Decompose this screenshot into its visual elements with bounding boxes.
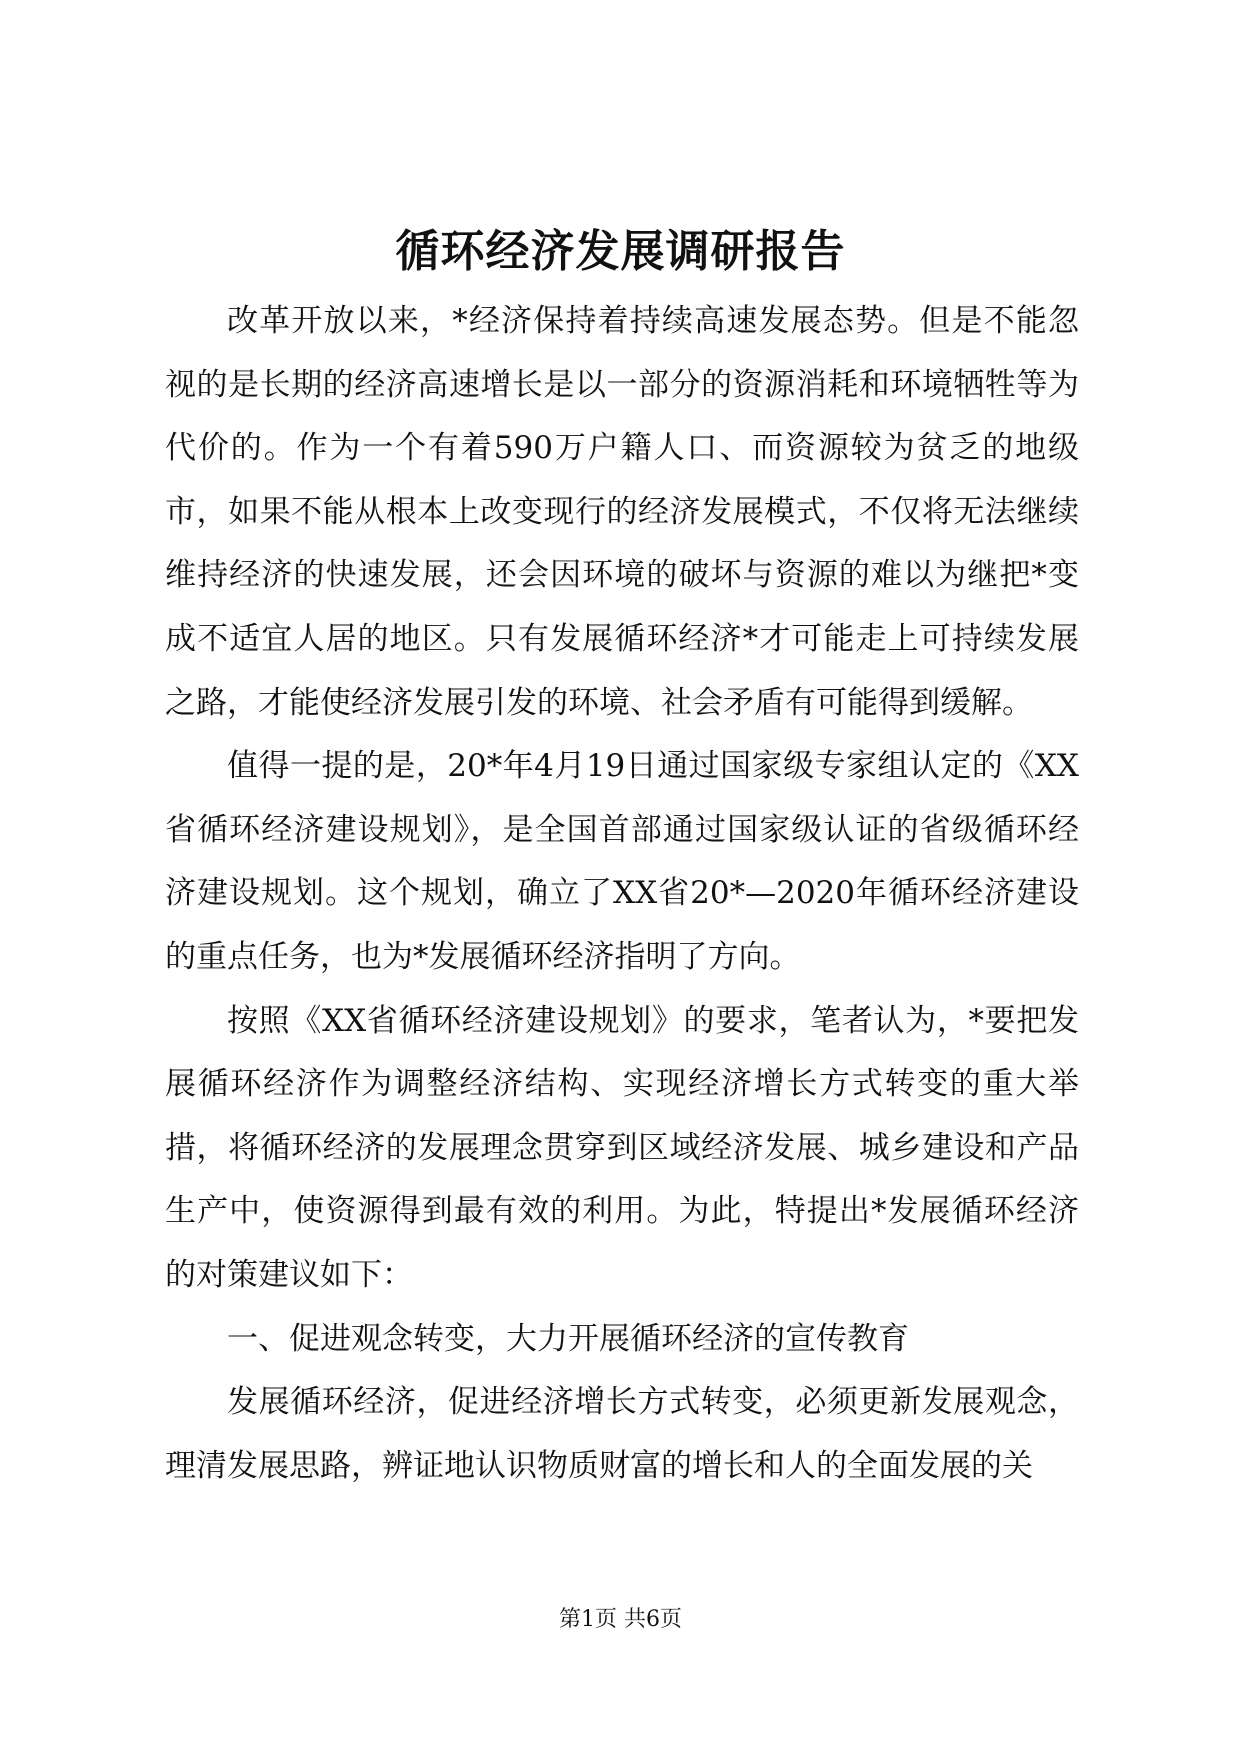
section-heading-1: 一、促进观念转变，大力开展循环经济的宣传教育 [227,1320,909,1357]
paragraph-proposal: 按照《XX省循环经济建设规划》的要求，笔者认为，*要把发展循环经济作为调整经济结构、实现经济增长方式转变的重大举措，将循环经济的发展理念贯穿到区域经济发展、城乡建设和产品生产中，使资源得到最有效的利用。为此，特提出*发展循环经济的对策建议如下： [165,1002,1079,1293]
paragraph-plan: 值得一提的是，20*年4月19日通过国家级专家组认定的《XX省循环经济建设规划》，是全国首部通过国家级认证的省级循环经济建设规划。这个规划，确立了XX省20*—2020年循环经济建设的重点任务，也为*发展循环经济指明了方向。 [165,748,1079,975]
document-body [165,290,1079,1498]
page-number-footer: 第1页 共6页 [559,1607,682,1632]
document-title: 循环经济发展调研报告 [395,226,846,277]
paragraph-section-1: 发展循环经济，促进经济增长方式转变，必须更新发展观念，理清发展思路，辨证地认识物质财富的增长和人的全面发展的关 [165,1384,1079,1484]
paragraph-intro: 改革开放以来，*经济保持着持续高速发展态势。但是不能忽视的是长期的经济高速增长是以一部分的资源消耗和环境牺牲等为代价的。作为一个有着590万户籍人口、而资源较为贫乏的地级市，如果不能从根本上改变现行的经济发展模式，不仅将无法继续维持经济的快速发展，还会因环境的破坏与资源的难以为继把*变成不适宜人居的地区。只有发展循环经济*才可能走上可持续发展之路，才能使经济发展引发的环境、社会矛盾有可能得到缓解。 [165,303,1079,721]
